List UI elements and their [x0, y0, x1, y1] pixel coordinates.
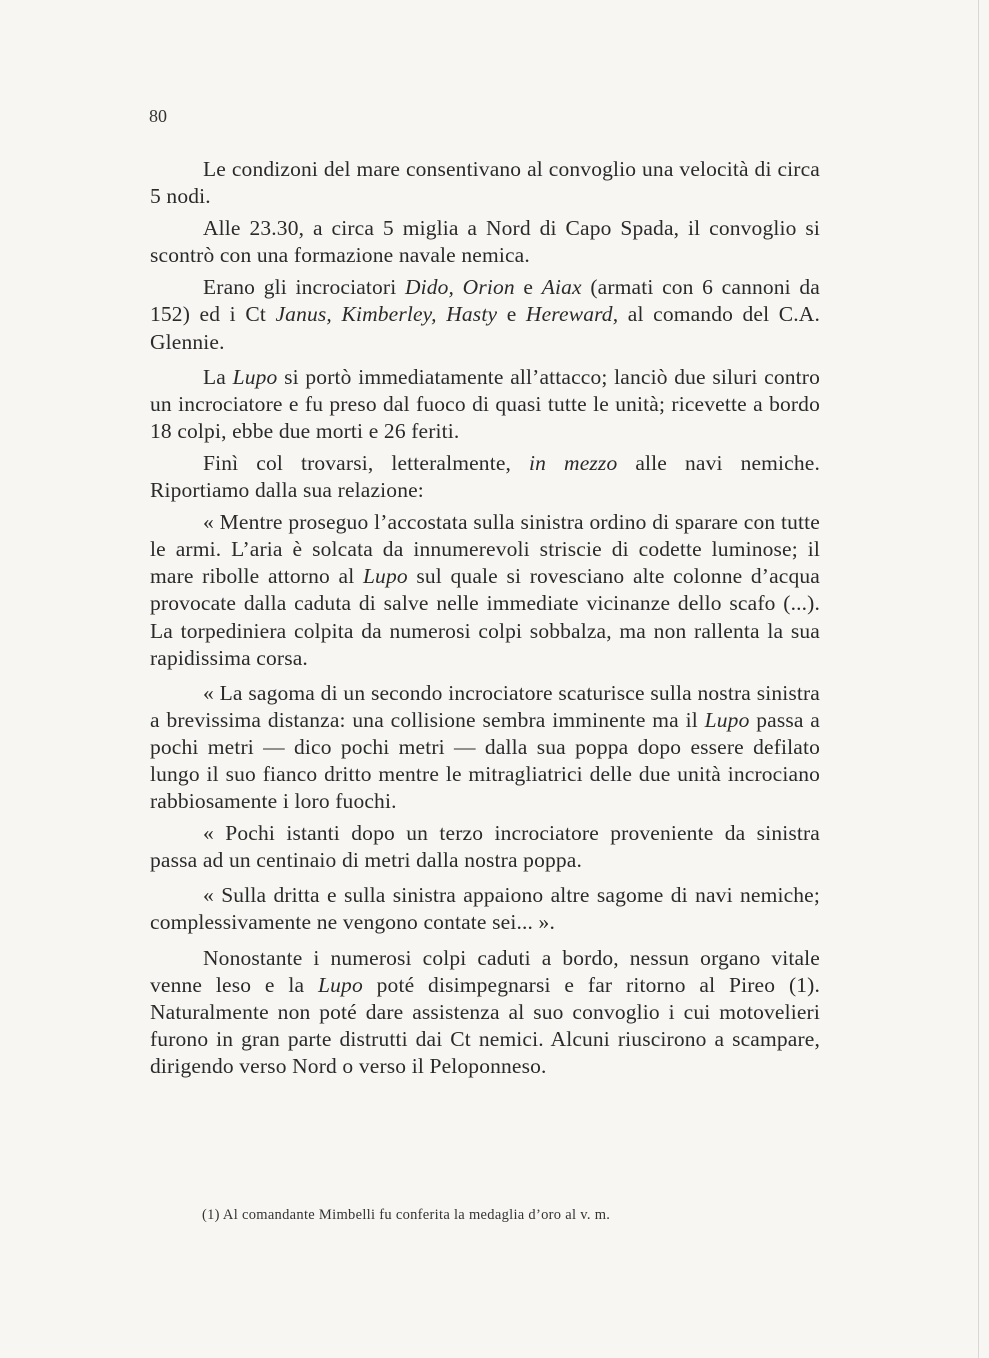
body-text — [150, 156, 820, 1080]
paragraph — [150, 215, 820, 269]
text-run: e — [497, 302, 526, 327]
text-run: poté disimpegnarsi e far ritorno al Pireo (1). Naturalmente non poté dare assistenza al suo convoglio i cui motovelieri furono in gran parte distrutti dai Ct nemici. Alcuni riuscirono a scampare, dirigendo verso Nord o verso il Peloponneso. — [150, 972, 820, 1078]
text-run: Nonostante i numerosi colpi caduti a bordo, nessun organo vitale venne leso e la — [150, 945, 820, 997]
italic-text: Lupo — [704, 707, 750, 732]
italic-text: in mezzo — [529, 450, 618, 475]
text-run: La — [203, 364, 233, 389]
paragraph — [150, 274, 820, 355]
text-run: Le condizoni del mare consentivano al convoglio una velocità di circa 5 nodi. — [150, 157, 820, 209]
text-run: e — [514, 275, 542, 300]
italic-text: Hereward, — [525, 302, 619, 327]
paragraph — [150, 945, 820, 1080]
text-run: si portò immediatamente all’attacco; lanciò due siluri contro un incrociatore e fu preso dal fuoco di quasi tutte le unità; ricevette a bordo 18 colpi, ebbe due morti e 26 feriti. — [150, 364, 820, 443]
italic-text: Janus, Kimberley, Hasty — [275, 302, 498, 327]
text-run: Finì col trovarsi, letteralmente, — [203, 450, 530, 475]
text-run: « Mentre proseguo l’accostata sulla sinistra ordino di sparare con tutte le armi. L’aria è solcata da innumerevoli striscie di codette luminose; il mare ribolle attorno al — [150, 510, 820, 589]
text-run: passa a pochi metri — dico pochi metri — dalla sua poppa dopo essere defilato lungo il suo fianco dritto mentre le mitragliatrici delle due unità incrociano rabbiosamente i loro fuochi. — [150, 707, 821, 814]
text-run: « Sulla dritta e sulla sinistra appaiono altre sagome di navi nemiche; complessivamente ne vengono contate sei... ». — [150, 883, 820, 935]
paragraph — [150, 509, 820, 672]
italic-text: Lupo — [318, 972, 363, 997]
text-run: « Pochi istanti dopo un terzo incrociatore proveniente da sinistra passa ad un centinaio di metri dalla nostra poppa. — [150, 821, 820, 873]
text-run: Erano gli incrociatori — [203, 275, 405, 300]
paragraph — [150, 820, 820, 874]
italic-text: Dido, Orion — [404, 275, 515, 300]
paragraph — [150, 882, 820, 936]
footnote: (1) Al comandante Mimbelli fu conferita la medaglia d’oro al v. m. — [202, 1207, 611, 1223]
paragraph — [150, 156, 820, 210]
italic-text: Lupo — [362, 564, 408, 589]
paragraph — [150, 680, 820, 815]
italic-text: Lupo — [232, 364, 278, 389]
page-edge-line — [978, 0, 979, 1358]
text-run: (armati con 6 cannoni da 152) ed i Ct — [150, 275, 820, 327]
italic-text: Aiax — [541, 275, 582, 300]
paragraph — [150, 450, 820, 504]
text-run: alle navi nemiche. Riportiamo dalla sua relazione: — [150, 450, 820, 503]
paragraph — [150, 364, 820, 445]
text-run: Alle 23.30, a circa 5 miglia a Nord di Capo Spada, il convoglio si scontrò con una formazione navale nemica. — [150, 216, 820, 268]
text-run: al comando del C.A. Glennie. — [150, 302, 820, 354]
text-run: « La sagoma di un secondo incrociatore scaturisce sulla nostra sinistra a brevissima distanza: una collisione sembra imminente ma il — [150, 680, 820, 732]
text-run: sul quale si rovesciano alte colonne d’acqua provocate dalla caduta di salve nelle immediate vicinanze dello scafo (...). La torpediniera colpita da numerosi colpi sobbalza, ma non rallenta la sua rapidissima corsa. — [150, 564, 820, 670]
page-number: 80 — [149, 106, 167, 126]
